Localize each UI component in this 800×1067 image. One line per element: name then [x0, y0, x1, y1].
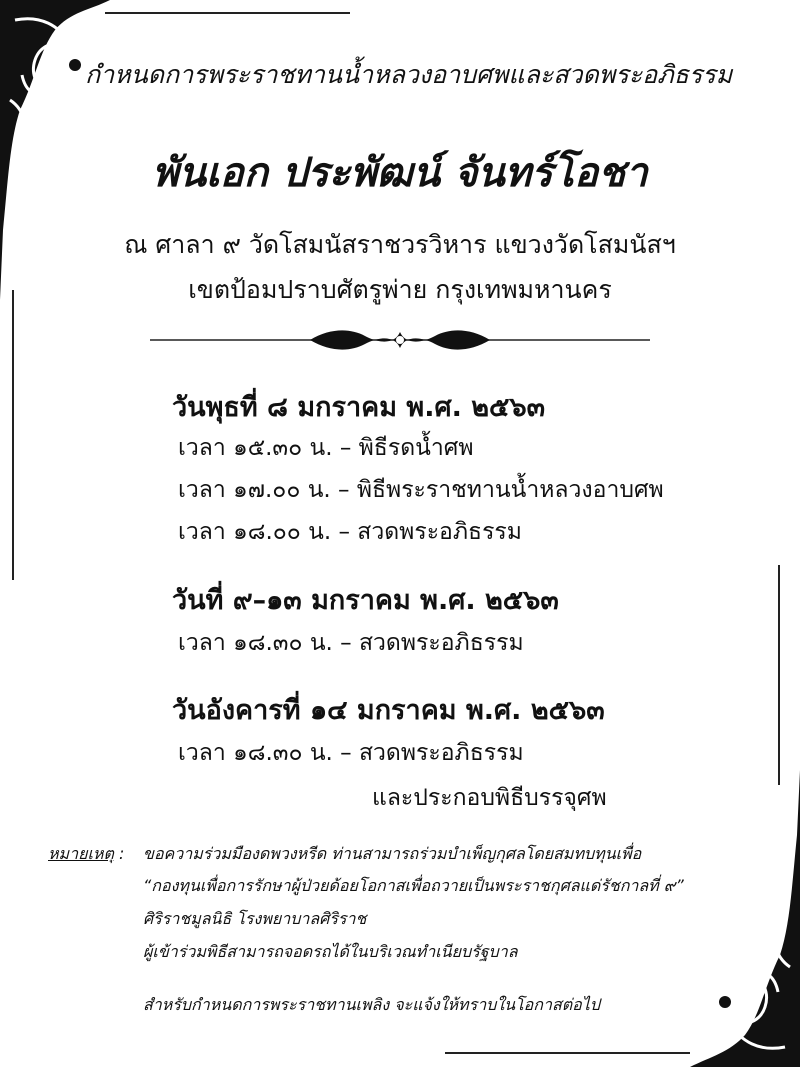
notes-label: หมายเหตุ	[48, 844, 114, 863]
right-border-line	[778, 565, 780, 785]
day-3-title: วันอังคารที่ ๑๔ มกราคม พ.ศ. ๒๕๖๓	[172, 695, 605, 726]
notes-colon: :	[113, 844, 125, 863]
day-1-item-1: เวลา ๑๕.๓๐ น. – พิธีรดน้ำศพ	[178, 435, 474, 461]
note-line-2: “กองทุนเพื่อการรักษาผู้ป่วยด้อยโอกาสเพื่อถวายเป็นพระราชกุศลแด่รัชกาลที่ ๙”	[143, 876, 684, 895]
day-1-title: วันพุธที่ ๘ มกราคม พ.ศ. ๒๕๖๓	[172, 392, 546, 423]
note-line-3: ศิริราชมูลนิธิ โรงพยาบาลศิริราช	[143, 909, 367, 928]
day-2-item-1: เวลา ๑๘.๓๐ น. – สวดพระอภิธรรม	[178, 630, 524, 656]
note-line-5: สำหรับกำหนดการพระราชทานเพลิง จะแจ้งให้ทราบในโอกาสต่อไป	[143, 995, 600, 1014]
day-2-title: วันที่ ๙–๑๓ มกราคม พ.ศ. ๒๕๖๓	[172, 585, 559, 616]
divider-ornament	[150, 322, 650, 358]
top-border-line	[105, 12, 350, 14]
day-1-item-3: เวลา ๑๘.๐๐ น. – สวดพระอภิธรรม	[178, 519, 522, 545]
day-3-item-1: เวลา ๑๘.๓๐ น. – สวดพระอภิธรรม	[178, 740, 524, 766]
bottom-right-corner-ornament	[680, 770, 800, 1067]
bottom-border-line	[445, 1052, 690, 1054]
venue-line-2: เขตป้อมปราบศัตรูพ่าย กรุงเทพมหานคร	[188, 275, 612, 304]
note-line-4: ผู้เข้าร่วมพิธีสามารถจอดรถได้ในบริเวณทำเนียบรัฐบาล	[143, 942, 518, 961]
deceased-name: พันเอก ประพัฒน์ จันทร์โอชา	[152, 149, 648, 196]
day-1-item-2: เวลา ๑๗.๐๐ น. – พิธีพระราชทานน้ำหลวงอาบศพ	[178, 477, 664, 503]
notes-label-row	[48, 842, 124, 867]
ceremony-title: กำหนดการพระราชทานน้ำหลวงอาบศพและสวดพระอภิธรรม	[85, 60, 733, 89]
note-line-1: ขอความร่วมมืองดพวงหรีด ท่านสามารถร่วมบำเพ็ญกุศลโดยสมทบทุนเพื่อ	[143, 844, 642, 863]
day-3-item-2: และประกอบพิธีบรรจุศพ	[372, 785, 607, 811]
left-border-line	[12, 290, 14, 580]
venue-line-1: ณ ศาลา ๙ วัดโสมนัสราชวรวิหาร แขวงวัดโสมนัสฯ	[124, 230, 676, 259]
